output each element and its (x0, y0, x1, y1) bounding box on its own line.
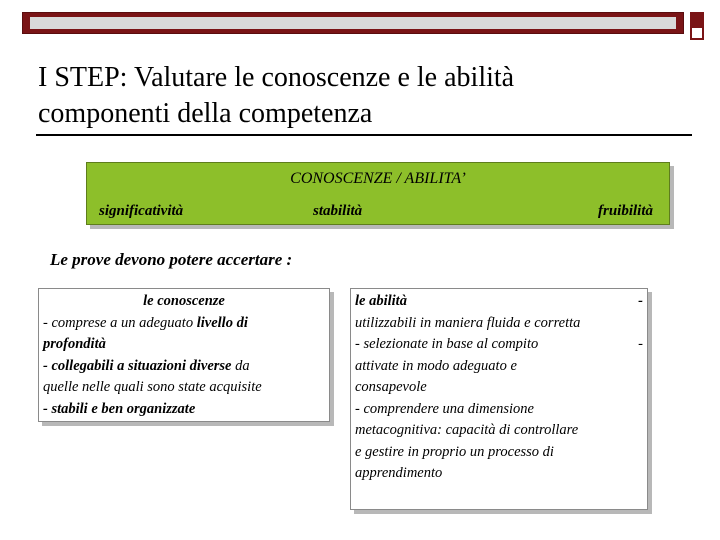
knowledge-line-3b: da (231, 357, 250, 374)
abilities-line-5: consapevole (355, 379, 427, 395)
knowledge-line-5: - stabili e ben organizzate (43, 400, 196, 417)
property-significativita: significatività (99, 203, 184, 219)
knowledge-line-4: quelle nelle quali sono state acquisite (43, 379, 262, 395)
title-line-2: componenti della competenza (38, 98, 373, 129)
title-underline (36, 134, 692, 136)
abilities-line-1 (355, 291, 643, 313)
property-stabilita: stabilità (313, 203, 363, 219)
top-bar-inner (29, 16, 677, 30)
abilities-line-7: metacognitiva: capacità di controllare (355, 422, 579, 438)
knowledge-heading: le conoscenze (143, 293, 225, 309)
corner-square-outline (690, 26, 704, 40)
knowledge-abilities-box (86, 162, 670, 225)
abilities-line-3a: - selezionate in base al compito (355, 336, 539, 352)
abilities-line-4: attivate in modo adeguato e (355, 357, 517, 374)
knowledge-line-2: profondità (43, 336, 106, 352)
abilities-line-2: utilizzabili in maniera fluida e corretta (355, 314, 581, 331)
abilities-line-9: apprendimento (355, 465, 443, 481)
knowledge-line-3a: - collegabili a situazioni diverse (43, 357, 232, 374)
abilities-line-8: e gestire in proprio un processo di (355, 443, 554, 460)
title-line-1: I STEP: Valutare le conoscenze e le abilità (38, 62, 515, 93)
knowledge-line-1 (43, 313, 325, 335)
knowledge-box (38, 288, 330, 422)
slide-title (38, 60, 688, 132)
abilities-box (350, 288, 648, 510)
abilities-heading: le abilità (355, 293, 407, 309)
abilities-line-6: - comprendere una dimensione (355, 400, 534, 417)
knowledge-line-1b: livello di (196, 314, 248, 331)
subtitle: Le prove devono potere accertare : (50, 250, 293, 269)
green-box-header: CONOSCENZE / ABILITA’ (290, 170, 466, 187)
abilities-line-3 (355, 334, 643, 356)
abilities-dash-2: - (638, 336, 643, 352)
abilities-dash-1: - (638, 293, 643, 309)
corner-square-filled (690, 12, 704, 26)
top-decorative-bar (22, 12, 684, 34)
property-fruibilita: fruibilità (597, 203, 653, 219)
knowledge-line-3 (43, 356, 325, 378)
knowledge-line-1a: - comprese a un adeguato (43, 314, 197, 331)
